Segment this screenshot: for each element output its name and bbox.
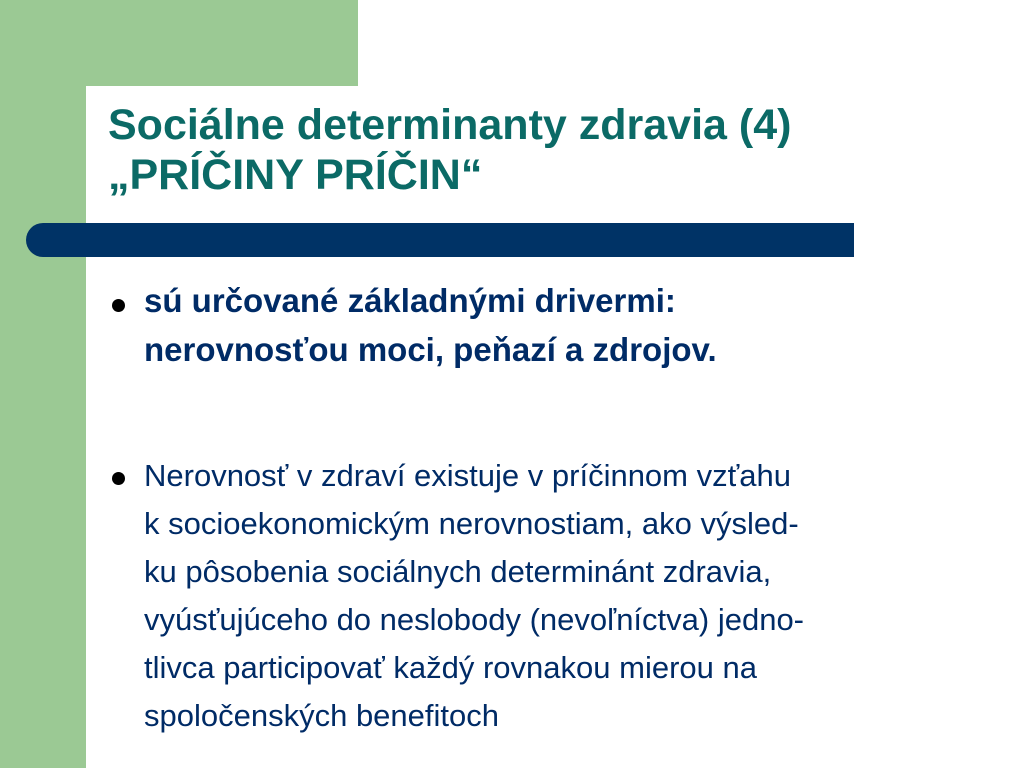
bullet-2-line-2: k socioekonomickým nerovnostiam, ako výsled- [144,506,799,541]
bullet-2-line-1: Nerovnosť v zdraví existuje v príčinnom vzťahu [144,458,791,493]
title-underline-bar [26,223,854,257]
bullet-dot-icon [112,299,125,312]
slide-title-line-1: Sociálne determinanty zdravia (4) [108,101,792,149]
slide-title-line-2: „PRÍČINY PRÍČIN“ [108,151,483,199]
bullet-2-line-4: vyúsťujúceho do neslobody (nevoľníctva) jedno- [144,602,805,637]
decorative-green-band-left [0,0,86,768]
slide-title [108,100,1008,200]
bullet-text [144,452,1004,740]
bullet-1-line-1: sú určované základnými drivermi: [144,282,676,319]
bullet-2-line-5: tlivca participovať každý rovnakou mierou na [144,650,757,685]
decorative-green-band-top [0,0,358,86]
bullet-2-line-3: ku pôsobenia sociálnych determinánt zdravia, [144,554,772,589]
bullet-2-line-6: spoločenských benefitoch [144,698,500,733]
bullet-1-line-2: nerovnosťou moci, peňazí a zdrojov. [144,331,717,368]
bullet-dot-icon [112,472,125,485]
bullet-text [144,276,1004,374]
